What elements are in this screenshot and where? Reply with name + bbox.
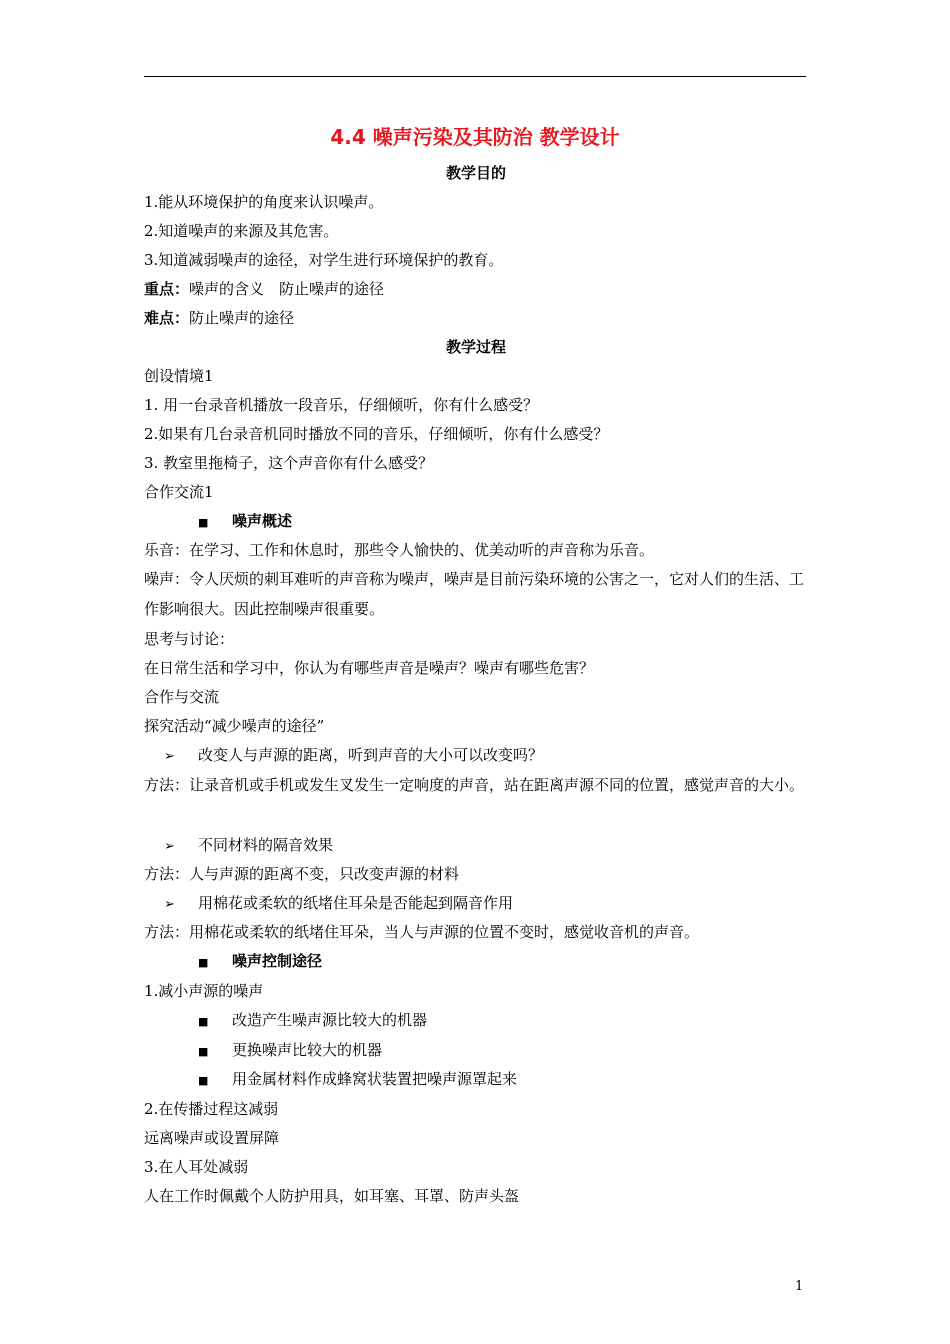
arrowhead-icon: ➢ (164, 897, 175, 912)
control-item (198, 1010, 427, 1032)
goal-item: 2.知道噪声的来源及其危害。 (144, 222, 339, 240)
section-control (198, 951, 322, 973)
control-step-3: 3.在人耳处减弱 (144, 1158, 249, 1176)
difficult-point-text: 防止噪声的途径 (189, 309, 295, 327)
coop2-label: 合作与交流 (144, 688, 220, 706)
control-step-2-text: 远离噪声或设置屏障 (144, 1129, 280, 1147)
explore-item-text: 改变人与声源的距离，听到声音的大小可以改变吗？ (198, 746, 544, 764)
control-item-text: 更换噪声比较大的机器 (232, 1041, 383, 1059)
goal-item: 3.知道减弱噪声的途径，对学生进行环境保护的教育。 (144, 251, 504, 269)
key-point-text: 噪声的含义 防止噪声的途径 (189, 280, 385, 298)
goals-heading: 教学目的 (445, 164, 506, 182)
section-control-label: 噪声控制途径 (232, 952, 323, 970)
scenario-label: 创设情境1 (144, 367, 214, 385)
difficult-point-label: 难点： (144, 309, 190, 327)
control-step-3-text: 人在工作时佩戴个人防护用具，如耳塞、耳罩、防声头盔 (144, 1187, 520, 1205)
black-square-icon: ■ (198, 516, 209, 529)
control-item (198, 1040, 382, 1062)
control-step-2: 2.在传播过程这减弱 (144, 1100, 279, 1118)
scenario-item: 3. 教室里拖椅子，这个声音你有什么感受？ (144, 454, 434, 472)
doc-title: 4.4 噪声污染及其防治 教学设计 (330, 125, 620, 149)
noise-definition: 噪声：令人厌烦的刺耳难听的声音称为噪声，噪声是目前污染环境的公害之一，它对人们的生活、工作影响很大。因此控制噪声很重要。 (144, 570, 805, 618)
header-rule (144, 76, 806, 77)
process-heading: 教学过程 (445, 338, 506, 356)
section-overview (198, 511, 292, 533)
explore-label: 探究活动“减少噪声的途径” (144, 717, 325, 735)
section-overview-label: 噪声概述 (232, 512, 293, 530)
explore-item-text: 用棉花或柔软的纸堵住耳朵是否能起到隔音作用 (198, 894, 514, 912)
method-text: 方法：让录音机或手机或发生叉发生一定响度的声音，站在距离声源不同的位置，感觉声音的大小。 (144, 776, 805, 794)
arrowhead-icon: ➢ (164, 839, 175, 854)
think-question: 在日常生活和学习中，你认为有哪些声音是噪声？噪声有哪些危害？ (144, 659, 595, 677)
scenario-item: 2.如果有几台录音机同时播放不同的音乐，仔细倾听，你有什么感受？ (144, 425, 609, 443)
control-item-text: 改造产生噪声源比较大的机器 (232, 1011, 428, 1029)
arrowhead-icon: ➢ (164, 749, 175, 764)
control-item-text: 用金属材料作成蜂窝状装置把噪声源罩起来 (232, 1070, 518, 1088)
key-point-label: 重点： (144, 280, 190, 298)
control-step-1: 1.减小声源的噪声 (144, 982, 264, 1000)
key-point (144, 279, 808, 299)
black-square-icon: ■ (198, 956, 209, 969)
black-square-icon: ■ (198, 1015, 209, 1028)
method-text: 方法：人与声源的距离不变，只改变声源的材料 (144, 865, 460, 883)
explore-item (164, 835, 333, 857)
music-definition: 乐音：在学习、工作和休息时，那些令人愉快的、优美动听的声音称为乐音。 (144, 541, 655, 559)
difficult-point (144, 308, 808, 328)
control-item (198, 1069, 517, 1091)
think-label: 思考与讨论： (144, 630, 235, 648)
black-square-icon: ■ (198, 1045, 209, 1058)
black-square-icon: ■ (198, 1074, 209, 1087)
explore-item-text: 不同材料的隔音效果 (198, 836, 334, 854)
explore-item (164, 893, 513, 915)
scenario-item: 1. 用一台录音机播放一段音乐，仔细倾听，你有什么感受？ (144, 396, 539, 414)
method-text: 方法：用棉花或柔软的纸堵住耳朵，当人与声源的位置不变时，感觉收音机的声音。 (144, 923, 700, 941)
goal-item: 1.能从环境保护的角度来认识噪声。 (144, 193, 384, 211)
coop1-label: 合作交流1 (144, 483, 214, 501)
page-number: 1 (795, 1279, 804, 1294)
explore-item (164, 745, 543, 767)
